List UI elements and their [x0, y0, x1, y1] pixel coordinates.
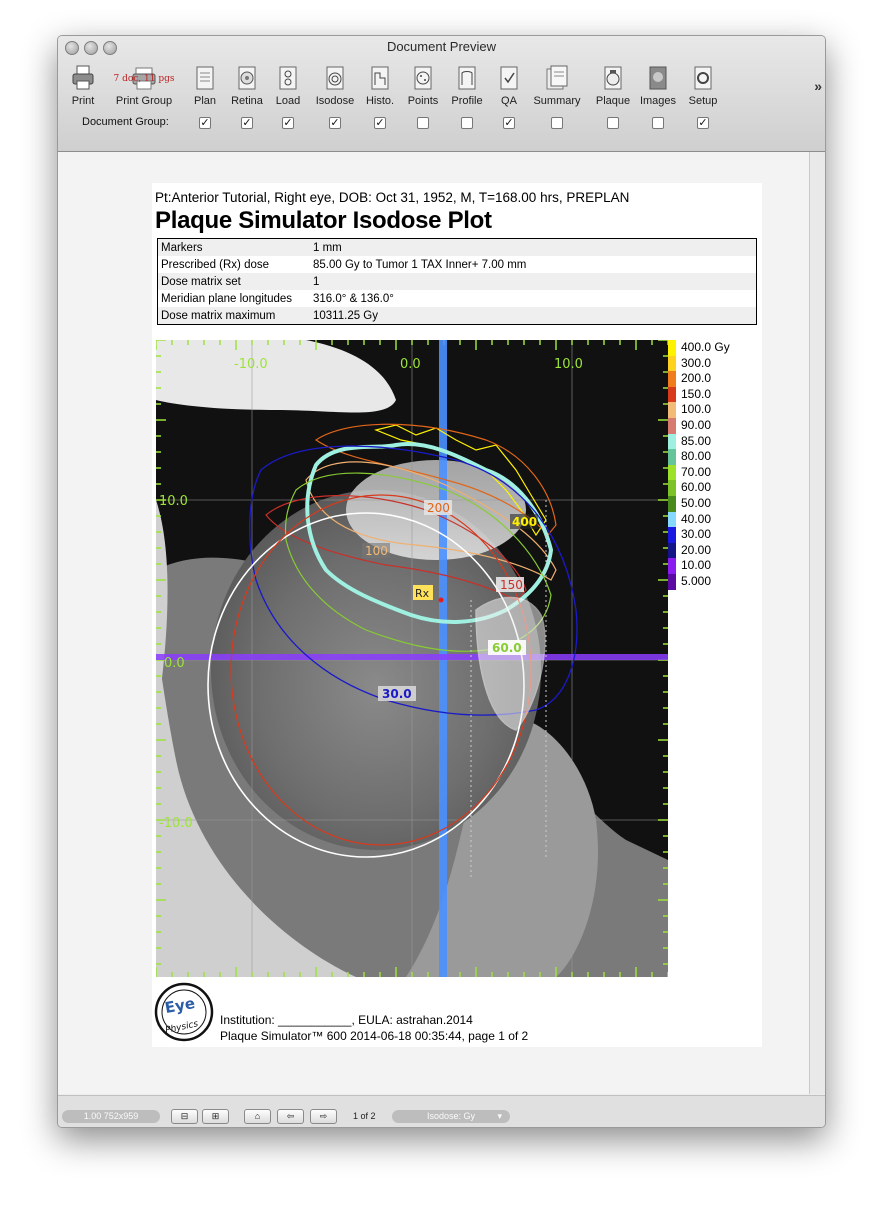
- page-indicator: 1 of 2: [353, 1111, 376, 1121]
- legend-swatch: [668, 465, 676, 481]
- dose-legend: [668, 340, 758, 600]
- legend-label: 400.0 Gy: [681, 340, 730, 354]
- patient-line: Pt:Anterior Tutorial, Right eye, DOB: Oct 31, 1952, M, T=168.00 hrs, PREPLAN: [155, 190, 630, 205]
- legend-label: 80.00: [681, 449, 712, 464]
- plan-info-table: [157, 238, 757, 325]
- legend-swatch: [668, 574, 676, 590]
- legend-swatch: [668, 356, 676, 372]
- legend-label: 300.0: [681, 355, 712, 370]
- axis-label-x-neg10: -10.0: [234, 357, 268, 372]
- plaque-icon: [601, 64, 625, 92]
- axis-label-y-neg10: -10.0: [159, 816, 193, 831]
- histogram-icon: [368, 64, 392, 92]
- legend-label: 50.00: [681, 496, 712, 510]
- window-title: Document Preview: [386, 39, 497, 54]
- zoom-readout: 1.00 752x959: [62, 1110, 160, 1123]
- info-row: [158, 273, 757, 290]
- toolbar-overflow-icon[interactable]: »: [814, 78, 822, 94]
- document-preview-window: [57, 35, 826, 1128]
- info-value: 85.00 Gy to Tumor 1 TAX Inner+ 7.00 mm: [313, 258, 527, 271]
- info-row: [158, 290, 757, 307]
- document-group-checkbox-retina[interactable]: ✓: [242, 117, 252, 129]
- info-row: [158, 256, 757, 273]
- display-mode-value: Isodose: Gy: [426, 1111, 476, 1121]
- isodose-label-30: 30.0: [382, 687, 412, 701]
- isodose-icon: [323, 64, 347, 92]
- legend-label: 70.00: [681, 464, 712, 479]
- next-page-button[interactable]: ⇨: [310, 1109, 337, 1124]
- info-value: 316.0° & 136.0°: [313, 292, 394, 305]
- legend-label: 10.00: [681, 558, 712, 573]
- legend-swatch: [668, 480, 676, 496]
- document-group-label: Document Group:: [82, 116, 169, 128]
- info-key: Dose matrix set: [158, 273, 311, 290]
- isodose-label-150: 150: [500, 578, 523, 592]
- isodose-plot: [156, 340, 668, 977]
- document-group-checkbox-setup[interactable]: ✓: [698, 117, 708, 129]
- info-row: [158, 239, 757, 257]
- institution-line: Institution: ___________, EULA: astrahan.2014: [220, 1013, 473, 1027]
- toolbar-plan-label: Plan: [193, 95, 217, 107]
- axis-label-y-10: 10.0: [159, 494, 188, 509]
- info-key: Dose matrix maximum: [158, 307, 311, 325]
- zoom-out-button[interactable]: ⊟: [171, 1109, 198, 1124]
- info-row: [158, 307, 757, 325]
- document-group-checkbox-plaque[interactable]: [607, 117, 619, 129]
- legend-label: 5.000: [681, 574, 712, 588]
- document-group-checkbox-images[interactable]: [652, 117, 664, 129]
- horizontal-meridian-axis: [156, 654, 668, 660]
- document-group-checkbox-qa[interactable]: ✓: [504, 117, 514, 129]
- legend-swatch: [668, 418, 676, 434]
- status-bar: [58, 1095, 825, 1128]
- toolbar-setup-label: Setup: [688, 95, 718, 107]
- legend-swatch: [668, 496, 676, 512]
- legend-label: 90.00: [681, 418, 712, 432]
- legend-swatch: [668, 449, 676, 465]
- legend-swatch: [668, 512, 676, 528]
- isodose-label-60: 60.0: [492, 641, 522, 655]
- axis-label-y-0: 0.0: [164, 656, 185, 671]
- preview-area: [58, 152, 809, 1094]
- toolbar-images-label: Images: [639, 95, 677, 107]
- legend-label: 200.0: [681, 371, 712, 386]
- toolbar-points-label: Points: [407, 95, 439, 107]
- printer-icon: [71, 64, 95, 92]
- document-group-checkbox-histo[interactable]: ✓: [375, 117, 385, 129]
- toolbar-qa-label: QA: [501, 95, 517, 107]
- legend-label: 30.00: [681, 527, 712, 542]
- info-value: 1 mm: [310, 239, 757, 257]
- logo-text-bottom: Physics: [164, 1019, 200, 1036]
- legend-swatch: [668, 340, 676, 356]
- toolbar: [58, 36, 825, 152]
- legend-swatch: [668, 371, 676, 387]
- info-value: 10311.25 Gy: [310, 307, 757, 325]
- legend-swatch: [668, 434, 676, 450]
- info-key: Prescribed (Rx) dose: [161, 258, 270, 271]
- toolbar-isodose-label: Isodose: [315, 95, 355, 107]
- isodose-label-100: 100: [365, 544, 388, 558]
- qa-icon: [497, 64, 521, 92]
- plan-icon: [193, 64, 217, 92]
- rx-marker-label: Rx: [415, 587, 430, 600]
- info-value: 1: [310, 273, 757, 290]
- axis-label-x-10: 10.0: [554, 357, 583, 372]
- eye-physics-logo: [154, 982, 214, 1042]
- legend-swatch: [668, 402, 676, 418]
- images-icon: [646, 64, 670, 92]
- isodose-label-400: 400: [512, 515, 538, 529]
- document-group-checkbox-profile[interactable]: [461, 117, 473, 129]
- profile-icon: [455, 64, 479, 92]
- legend-label: 20.00: [681, 542, 712, 557]
- retina-icon: [235, 64, 259, 92]
- display-mode-select[interactable]: [392, 1110, 510, 1123]
- document-group-checkbox-isodose[interactable]: ✓: [330, 117, 340, 129]
- chevron-down-icon: ▾: [497, 1111, 502, 1121]
- toolbar-retina-label: Retina: [231, 95, 263, 107]
- legend-swatch: [668, 527, 676, 543]
- toolbar-plaque-label: Plaque: [595, 95, 631, 107]
- info-key: Meridian plane longitudes: [161, 292, 293, 305]
- document-group-checkbox-load[interactable]: ✓: [283, 117, 293, 129]
- toolbar-histo-label: Histo.: [365, 95, 395, 107]
- document-page: [152, 183, 762, 1047]
- document-group-checkbox-points[interactable]: [417, 117, 429, 129]
- toolbar-load-label: Load: [275, 95, 301, 107]
- vertical-scrollbar[interactable]: [809, 152, 825, 1094]
- legend-swatch: [668, 387, 676, 403]
- info-key: Markers: [158, 239, 311, 257]
- version-line: Plaque Simulator™ 600 2014-06-18 00:35:44, page 1 of 2: [220, 1029, 529, 1043]
- previous-page-button[interactable]: ⇦: [277, 1109, 304, 1124]
- toolbar-summary-label: Summary: [533, 95, 581, 107]
- legend-label: 85.00: [681, 433, 712, 448]
- legend-label: 40.00: [681, 511, 712, 526]
- plot-title: Plaque Simulator Isodose Plot: [155, 207, 492, 234]
- legend-swatch: [668, 543, 676, 559]
- legend-label: 150.0: [681, 386, 712, 401]
- zoom-in-button[interactable]: ⊞: [202, 1109, 229, 1124]
- legend-label: 100.0: [681, 402, 712, 417]
- legend-swatch: [668, 558, 676, 574]
- document-group-checkbox-plan[interactable]: ✓: [200, 117, 210, 129]
- home-page-button[interactable]: ⌂: [244, 1109, 271, 1124]
- isodose-label-200: 200: [427, 501, 450, 515]
- print-label: Print: [71, 95, 95, 107]
- setup-icon: [691, 64, 715, 92]
- print-group-note: 7 doc, 11 pgs: [113, 74, 175, 84]
- load-icon: [276, 64, 300, 92]
- logo-text-top: Eye: [163, 994, 197, 1018]
- print-group-label: Print Group: [115, 95, 173, 107]
- axis-label-x-0: 0.0: [400, 357, 421, 372]
- document-group-checkbox-summary[interactable]: [551, 117, 563, 129]
- toolbar-profile-label: Profile: [451, 95, 483, 107]
- legend-label: 60.00: [681, 480, 712, 495]
- rx-point-marker: [439, 598, 444, 603]
- points-icon: [411, 64, 435, 92]
- summary-icon: [545, 64, 569, 92]
